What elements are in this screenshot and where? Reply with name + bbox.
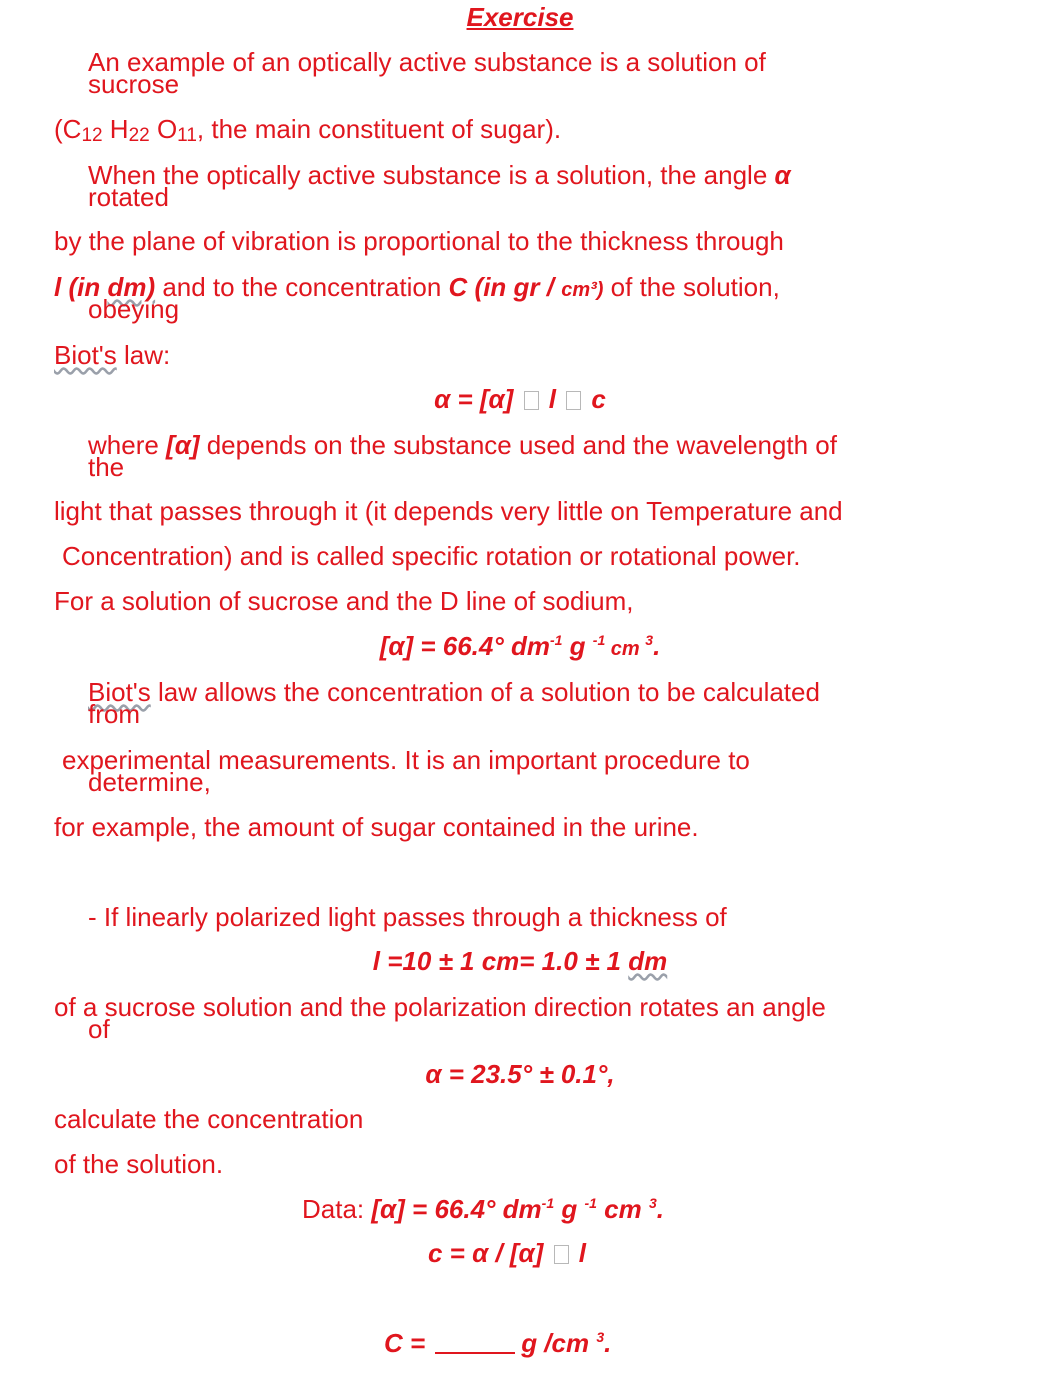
- p4-line5: for example, the amount of sugar contained in the urine.: [54, 812, 699, 842]
- p1-line1: An example of an optically active substance is a solution of: [88, 47, 766, 77]
- missing-glyph-box: [554, 1245, 569, 1264]
- p4-line4: determine,: [88, 767, 211, 797]
- p4-line2: from: [88, 699, 140, 729]
- p5-line3: of a sucrose solution and the polarization direction rotates an angle: [54, 992, 826, 1022]
- p3-line4: Concentration) and is called specific rotation or rotational power.: [62, 541, 801, 571]
- missing-glyph-box: [566, 391, 581, 410]
- dm-unit: dm: [628, 946, 668, 976]
- p3-line5: For a solution of sucrose and the D line of sodium,: [54, 586, 634, 616]
- p2-line2: rotated: [88, 182, 169, 212]
- p2-line1: When the optically active substance is a solution, the angle α: [88, 160, 791, 190]
- p2-line4: l (in dm) and to the concentration C (in gr / cm³) of the solution,: [54, 272, 780, 302]
- p4-line1: Biot's law allows the concentration of a solution to be calculated: [88, 677, 820, 707]
- dm-unit: dm): [107, 272, 156, 302]
- biots-word: Biot's: [88, 677, 151, 707]
- p2-line6: Biot's law:: [54, 340, 171, 370]
- p5-line6: calculate the concentration: [54, 1104, 364, 1134]
- alpha-symbol: α: [774, 160, 791, 190]
- p5-line4: of: [88, 1014, 110, 1044]
- specific-rotation-value: [α] = 66.4° $dm^{-1}$ g $^{-1}$ cm $^3$.: [379, 631, 661, 661]
- p3-line3: light that passes through it (it depends very little on Temperature and: [54, 496, 843, 526]
- answer-blank[interactable]: [435, 1330, 515, 1354]
- p3-line1: where [α] depends on the substance used and the wavelength of: [88, 430, 837, 460]
- p5-line1: - If linearly polarized light passes through a thickness of: [88, 902, 727, 932]
- exercise-title: Exercise: [466, 2, 574, 32]
- missing-glyph-box: [524, 391, 539, 410]
- carbon-count: 12: [81, 125, 103, 146]
- hydrogen-count: 22: [128, 125, 150, 146]
- oxygen-count: 11: [177, 125, 197, 146]
- p4-line3: experimental measurements. It is an important procedure to: [62, 745, 750, 775]
- p5-line7: of the solution.: [54, 1149, 224, 1179]
- sucrose-formula-line: (C12 H22 O11, the main constituent of sugar).: [54, 114, 562, 146]
- data-line: Data: [α] = 66.4° $dm^{-1}$ g $^{-1}$ cm $^3$.: [302, 1194, 664, 1224]
- biots-word: Biot's: [54, 340, 117, 370]
- concentration-formula: c = α / [α] l: [428, 1238, 587, 1268]
- biot-law-formula: α = [α] l c: [434, 384, 606, 414]
- p3-line2: the: [88, 452, 125, 482]
- p2-line3: by the plane of vibration is proportional to the thickness through: [54, 226, 784, 256]
- thickness-value: l =10 ± 1 cm= 1.0 ± 1 dm: [372, 946, 668, 976]
- p2-line5: obeying: [88, 294, 180, 324]
- p1-line2: sucrose: [88, 69, 180, 99]
- rotation-angle-value: α = 23.5° ± 0.1°,: [425, 1059, 615, 1089]
- answer-line: C = g /cm $^3$.: [384, 1328, 612, 1358]
